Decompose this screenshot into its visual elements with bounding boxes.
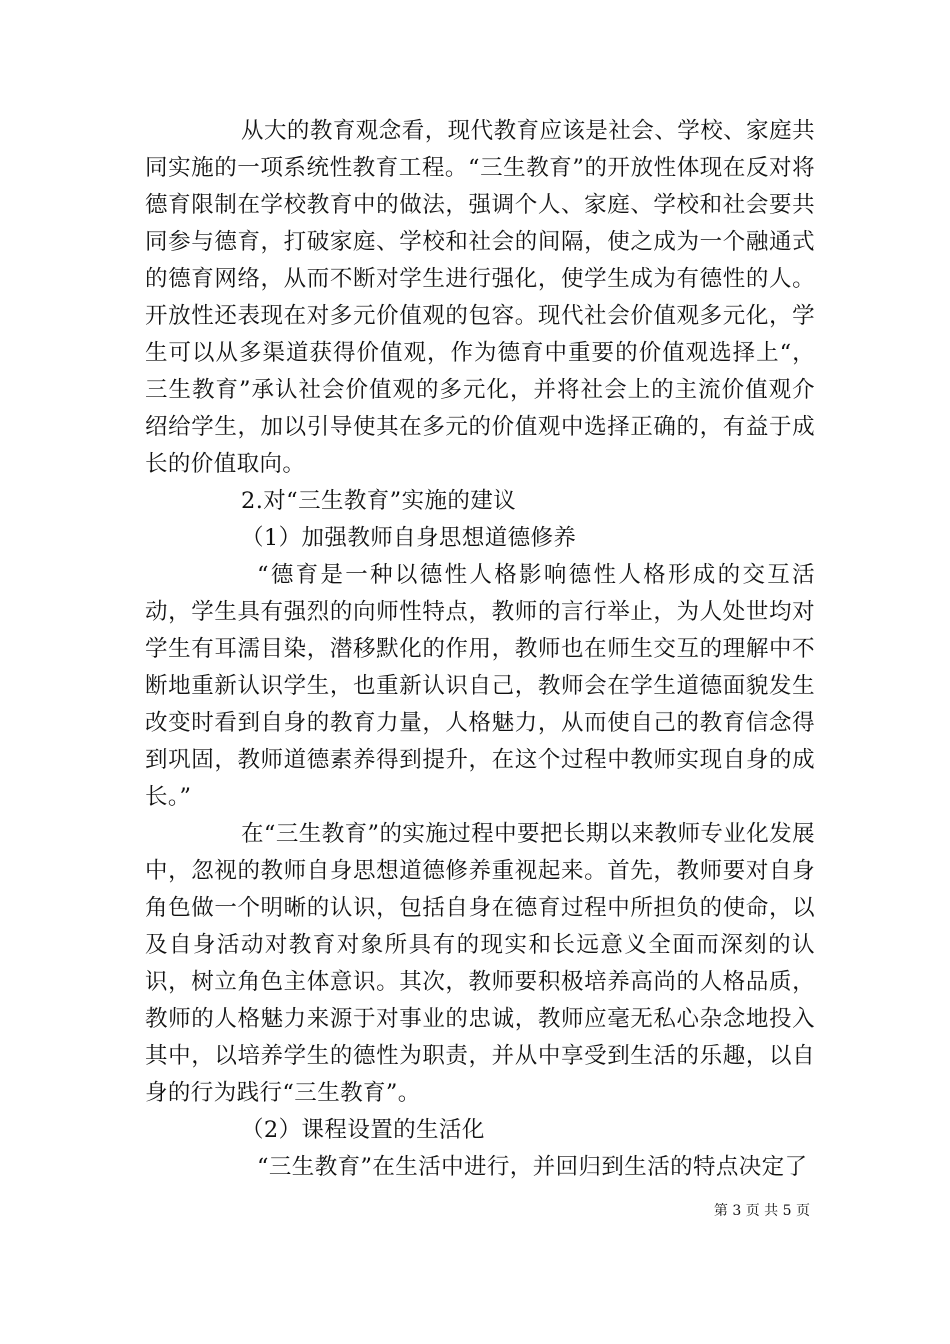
subheading-curriculum: （2）课程设置的生活化	[241, 1117, 485, 1143]
document-body	[145, 113, 815, 1186]
paragraph-openness: 从大的教育观念看，现代教育应该是社会、学校、家庭共同实施的一项系统性教育工程。“三生教育”的开放性体现在反对将德育限制在学校教育中的做法，强调个人、家庭、学校和社会要共同参与德育，打破家庭、学校和社会的间隔，使之成为一个融通式的德育网络，从而不断对学生进行强化，使学生成为有德性的人。开放性还表现在对多元价值观的包容。现代社会价值观多元化，学生可以从多渠道获得价值观，作为德育中重要的价值观选择上“，三生教育”承认社会价值观的多元化，并将社会上的主流价值观介绍给学生，加以引导使其在多元的价值观中选择正确的，有益于成长的价值取向。	[145, 118, 815, 477]
subheading-teacher-morality: （1）加强教师自身思想道德修养	[241, 525, 577, 551]
section-heading-suggestions: 2.对“三生教育”实施的建议	[241, 488, 517, 514]
paragraph-life-education: “三生教育”在生活中进行，并回归到生活的特点决定了	[257, 1154, 808, 1180]
quote-paragraph: “德育是一种以德性人格影响德性人格形成的交互活动，学生具有强烈的向师性特点，教师的言行举止，为人处世均对学生有耳濡目染，潜移默化的作用，教师也在师生交互的理解中不断地重新认识学生，也重新认识自己，教师会在学生道德面貌发生改变时看到自身的教育力量，人格魅力，从而使自己的教育信念得到巩固，教师道德素养得到提升，在这个过程中教师实现自身的成长。”	[145, 562, 815, 810]
paragraph-teacher-development: 在“三生教育”的实施过程中要把长期以来教师专业化发展中，忽视的教师自身思想道德修养重视起来。首先，教师要对自身角色做一个明晰的认识，包括自身在德育过程中所担负的使命，以及自身活动对教育对象所具有的现实和长远意义全面而深刻的认识，树立角色主体意识。其次，教师要积极培养高尚的人格品质，教师的人格魅力来源于对事业的忠诚，教师应毫无私心杂念地投入其中，以培养学生的德性为职责，并从中享受到生活的乐趣，以自身的行为践行“三生教育”。	[145, 821, 815, 1106]
page-number-footer: 第 3 页 共 5 页	[713, 1203, 810, 1219]
